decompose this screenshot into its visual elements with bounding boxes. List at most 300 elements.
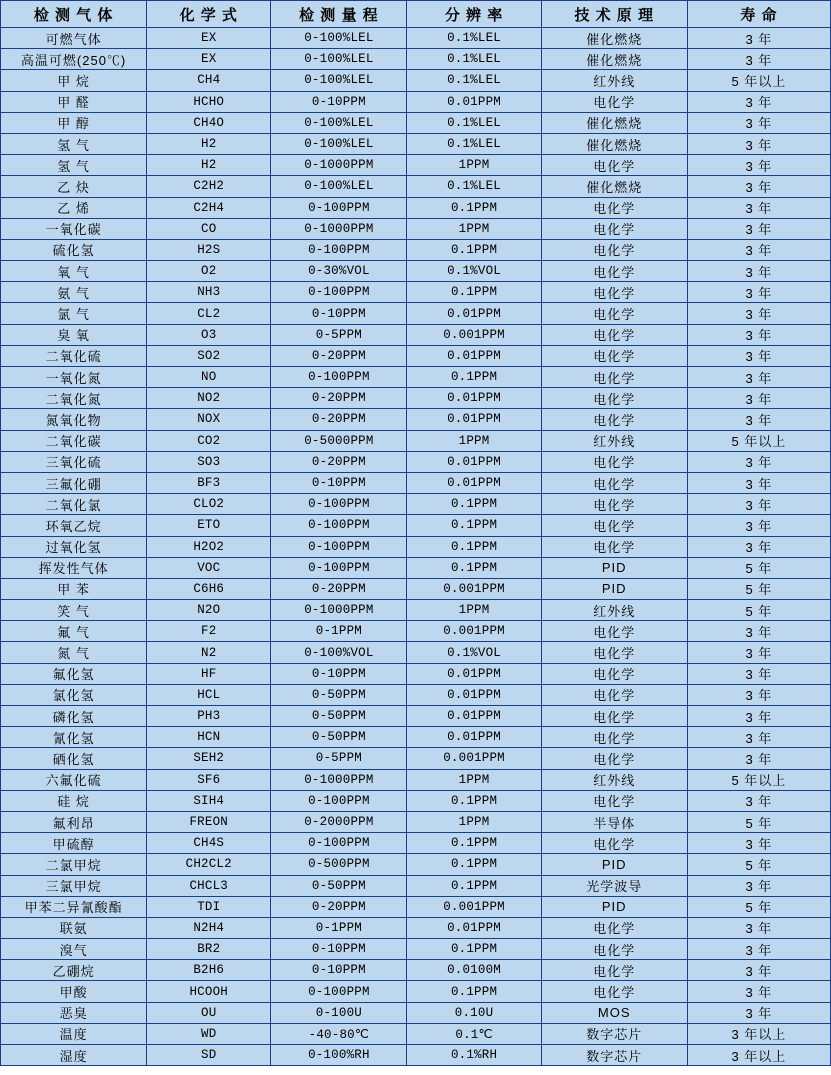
cell-lifetime: 3 年 [687, 451, 830, 472]
cell-range: 0-5PPM [271, 324, 407, 345]
cell-resolution: 1PPM [407, 218, 541, 239]
table-row [1, 1002, 831, 1023]
cell-resolution: 0.01PPM [407, 345, 541, 366]
cell-principle: 电化学 [541, 451, 687, 472]
cell-principle: 电化学 [541, 282, 687, 303]
cell-principle: MOS [541, 1002, 687, 1023]
cell-gas: 甲苯二异氰酸酯 [1, 896, 147, 917]
cell-lifetime: 3 年 [687, 875, 830, 896]
cell-range: 0-100PPM [271, 790, 407, 811]
cell-formula: N2 [147, 642, 271, 663]
cell-lifetime: 3 年 [687, 324, 830, 345]
cell-formula: NH3 [147, 282, 271, 303]
cell-gas: 笑 气 [1, 600, 147, 621]
cell-gas: 一氧化氮 [1, 367, 147, 388]
cell-principle: PID [541, 557, 687, 578]
cell-range: 0-10PPM [271, 303, 407, 324]
cell-gas: 氢 气 [1, 155, 147, 176]
cell-gas: 氮氧化物 [1, 409, 147, 430]
cell-lifetime: 3 年 [687, 727, 830, 748]
table-row [1, 1045, 831, 1066]
cell-gas: 甲 醇 [1, 112, 147, 133]
cell-range: 0-100PPM [271, 197, 407, 218]
cell-gas: 二氧化硫 [1, 345, 147, 366]
cell-range: 0-100%LEL [271, 28, 407, 49]
cell-formula: SIH4 [147, 790, 271, 811]
table-row [1, 197, 831, 218]
cell-lifetime: 3 年 [687, 1002, 830, 1023]
table-row [1, 345, 831, 366]
cell-principle: 电化学 [541, 981, 687, 1002]
table-row [1, 790, 831, 811]
cell-gas: 二氧化碳 [1, 430, 147, 451]
cell-formula: BR2 [147, 939, 271, 960]
cell-lifetime: 5 年以上 [687, 430, 830, 451]
cell-formula: BF3 [147, 472, 271, 493]
cell-gas: 二氧化氮 [1, 388, 147, 409]
cell-gas: 甲 醛 [1, 91, 147, 112]
cell-formula: H2 [147, 155, 271, 176]
cell-range: 0-500PPM [271, 854, 407, 875]
cell-resolution: 1PPM [407, 430, 541, 451]
table-row [1, 917, 831, 938]
cell-lifetime: 3 年 [687, 960, 830, 981]
cell-formula: SO2 [147, 345, 271, 366]
cell-formula: HCHO [147, 91, 271, 112]
cell-principle: 电化学 [541, 790, 687, 811]
cell-resolution: 0.1%LEL [407, 133, 541, 154]
table-row [1, 91, 831, 112]
column-header-principle: 技 术 原 理 [541, 1, 687, 28]
cell-principle: 半导体 [541, 811, 687, 832]
cell-range: 0-100PPM [271, 557, 407, 578]
cell-formula: CO [147, 218, 271, 239]
cell-gas: 三氧化硫 [1, 451, 147, 472]
cell-lifetime: 3 年 [687, 642, 830, 663]
cell-range: 0-20PPM [271, 345, 407, 366]
cell-principle: 电化学 [541, 917, 687, 938]
table-row [1, 727, 831, 748]
cell-gas: 可燃气体 [1, 28, 147, 49]
cell-gas: 高温可燃(250℃) [1, 49, 147, 70]
cell-lifetime: 3 年 [687, 494, 830, 515]
table-header-row [1, 1, 831, 28]
table-row [1, 155, 831, 176]
cell-resolution: 0.1PPM [407, 494, 541, 515]
table-row [1, 684, 831, 705]
cell-lifetime: 3 年 [687, 388, 830, 409]
cell-resolution: 0.1PPM [407, 367, 541, 388]
cell-range: 0-100%RH [271, 1045, 407, 1066]
cell-resolution: 0.1PPM [407, 790, 541, 811]
table-row [1, 515, 831, 536]
cell-range: 0-100PPM [271, 367, 407, 388]
cell-gas: 磷化氢 [1, 706, 147, 727]
table-row [1, 536, 831, 557]
cell-range: 0-100%LEL [271, 176, 407, 197]
cell-principle: 电化学 [541, 960, 687, 981]
cell-lifetime: 3 年 [687, 261, 830, 282]
cell-principle: 电化学 [541, 684, 687, 705]
cell-gas: 甲硫醇 [1, 833, 147, 854]
cell-range: 0-10PPM [271, 91, 407, 112]
cell-range: 0-100PPM [271, 282, 407, 303]
cell-resolution: 1PPM [407, 600, 541, 621]
cell-lifetime: 3 年 [687, 218, 830, 239]
cell-range: -40-80℃ [271, 1023, 407, 1044]
cell-range: 0-100PPM [271, 981, 407, 1002]
table-row [1, 769, 831, 790]
column-header-formula: 化 学 式 [147, 1, 271, 28]
cell-lifetime: 3 年 [687, 239, 830, 260]
cell-principle: 电化学 [541, 515, 687, 536]
cell-formula: OU [147, 1002, 271, 1023]
cell-formula: O2 [147, 261, 271, 282]
cell-gas: 氢 气 [1, 133, 147, 154]
cell-resolution: 0.01PPM [407, 917, 541, 938]
cell-gas: 硫化氢 [1, 239, 147, 260]
cell-resolution: 1PPM [407, 811, 541, 832]
cell-range: 0-100%LEL [271, 49, 407, 70]
table-row [1, 960, 831, 981]
cell-gas: 氯化氢 [1, 684, 147, 705]
cell-resolution: 0.01PPM [407, 472, 541, 493]
cell-resolution: 0.1%LEL [407, 49, 541, 70]
cell-principle: 电化学 [541, 388, 687, 409]
cell-gas: 氟利昂 [1, 811, 147, 832]
cell-lifetime: 5 年 [687, 811, 830, 832]
cell-formula: C2H2 [147, 176, 271, 197]
table-row [1, 70, 831, 91]
cell-range: 0-100PPM [271, 515, 407, 536]
cell-formula: SEH2 [147, 748, 271, 769]
cell-range: 0-1000PPM [271, 218, 407, 239]
cell-lifetime: 3 年 [687, 155, 830, 176]
cell-gas: 温度 [1, 1023, 147, 1044]
cell-formula: N2O [147, 600, 271, 621]
cell-lifetime: 3 年 [687, 621, 830, 642]
cell-lifetime: 3 年以上 [687, 1023, 830, 1044]
cell-formula: CHCL3 [147, 875, 271, 896]
cell-range: 0-1000PPM [271, 769, 407, 790]
table-row [1, 706, 831, 727]
cell-lifetime: 5 年 [687, 854, 830, 875]
cell-principle: 电化学 [541, 239, 687, 260]
cell-resolution: 0.01PPM [407, 663, 541, 684]
cell-principle: 催化燃烧 [541, 28, 687, 49]
cell-lifetime: 3 年 [687, 176, 830, 197]
table-row [1, 896, 831, 917]
table-row [1, 642, 831, 663]
cell-principle: 电化学 [541, 303, 687, 324]
cell-lifetime: 5 年 [687, 896, 830, 917]
cell-lifetime: 3 年 [687, 684, 830, 705]
cell-principle: 电化学 [541, 218, 687, 239]
cell-range: 0-50PPM [271, 727, 407, 748]
table-row [1, 324, 831, 345]
cell-formula: CH2CL2 [147, 854, 271, 875]
cell-principle: 光学波导 [541, 875, 687, 896]
cell-range: 0-20PPM [271, 451, 407, 472]
cell-lifetime: 3 年以上 [687, 1045, 830, 1066]
cell-resolution: 0.1PPM [407, 939, 541, 960]
cell-formula: O3 [147, 324, 271, 345]
table-row [1, 261, 831, 282]
cell-resolution: 0.1PPM [407, 854, 541, 875]
cell-range: 0-100%LEL [271, 133, 407, 154]
cell-lifetime: 3 年 [687, 133, 830, 154]
cell-principle: 电化学 [541, 536, 687, 557]
table-row [1, 388, 831, 409]
column-header-range: 检 测 量 程 [271, 1, 407, 28]
cell-gas: 环氧乙烷 [1, 515, 147, 536]
cell-principle: 电化学 [541, 494, 687, 515]
cell-resolution: 0.1PPM [407, 282, 541, 303]
cell-gas: 挥发性气体 [1, 557, 147, 578]
cell-resolution: 0.01PPM [407, 706, 541, 727]
cell-range: 0-5000PPM [271, 430, 407, 451]
cell-formula: N2H4 [147, 917, 271, 938]
cell-range: 0-1PPM [271, 621, 407, 642]
cell-range: 0-100PPM [271, 833, 407, 854]
cell-range: 0-10PPM [271, 939, 407, 960]
cell-principle: 数字芯片 [541, 1023, 687, 1044]
cell-resolution: 0.001PPM [407, 324, 541, 345]
table-row [1, 981, 831, 1002]
cell-formula: CLO2 [147, 494, 271, 515]
cell-resolution: 0.1%RH [407, 1045, 541, 1066]
table-row [1, 600, 831, 621]
table-row [1, 833, 831, 854]
cell-formula: NO2 [147, 388, 271, 409]
cell-principle: 电化学 [541, 642, 687, 663]
cell-principle: 数字芯片 [541, 1045, 687, 1066]
cell-gas: 联氨 [1, 917, 147, 938]
cell-gas: 三氟化硼 [1, 472, 147, 493]
cell-range: 0-50PPM [271, 875, 407, 896]
cell-principle: 电化学 [541, 748, 687, 769]
cell-range: 0-20PPM [271, 409, 407, 430]
table-row [1, 621, 831, 642]
cell-gas: 恶臭 [1, 1002, 147, 1023]
cell-formula: WD [147, 1023, 271, 1044]
cell-gas: 甲酸 [1, 981, 147, 1002]
cell-principle: 电化学 [541, 345, 687, 366]
cell-gas: 乙 烯 [1, 197, 147, 218]
cell-formula: SD [147, 1045, 271, 1066]
cell-lifetime: 3 年 [687, 28, 830, 49]
cell-formula: F2 [147, 621, 271, 642]
table-row [1, 303, 831, 324]
table-row [1, 748, 831, 769]
cell-lifetime: 3 年 [687, 345, 830, 366]
cell-gas: 二氧化氯 [1, 494, 147, 515]
cell-lifetime: 3 年 [687, 663, 830, 684]
cell-range: 0-10PPM [271, 663, 407, 684]
cell-resolution: 0.1%VOL [407, 642, 541, 663]
cell-range: 0-20PPM [271, 388, 407, 409]
cell-gas: 过氧化氢 [1, 536, 147, 557]
cell-formula: CH4 [147, 70, 271, 91]
cell-principle: 红外线 [541, 769, 687, 790]
column-header-gas: 检 测 气 体 [1, 1, 147, 28]
cell-lifetime: 3 年 [687, 472, 830, 493]
cell-range: 0-100%LEL [271, 112, 407, 133]
cell-resolution: 0.01PPM [407, 451, 541, 472]
cell-range: 0-2000PPM [271, 811, 407, 832]
cell-principle: 红外线 [541, 430, 687, 451]
cell-resolution: 0.001PPM [407, 748, 541, 769]
cell-lifetime: 3 年 [687, 91, 830, 112]
cell-principle: 电化学 [541, 706, 687, 727]
cell-gas: 臭 氧 [1, 324, 147, 345]
cell-resolution: 0.1PPM [407, 536, 541, 557]
cell-formula: PH3 [147, 706, 271, 727]
cell-gas: 二氯甲烷 [1, 854, 147, 875]
cell-range: 0-100%VOL [271, 642, 407, 663]
cell-lifetime: 3 年 [687, 409, 830, 430]
cell-formula: CH4S [147, 833, 271, 854]
cell-lifetime: 5 年 [687, 557, 830, 578]
cell-range: 0-1000PPM [271, 155, 407, 176]
cell-formula: CH4O [147, 112, 271, 133]
cell-lifetime: 3 年 [687, 790, 830, 811]
cell-principle: 红外线 [541, 600, 687, 621]
cell-resolution: 0.1PPM [407, 239, 541, 260]
cell-principle: PID [541, 854, 687, 875]
cell-range: 0-20PPM [271, 578, 407, 599]
table-row [1, 875, 831, 896]
cell-gas: 硅 烷 [1, 790, 147, 811]
cell-lifetime: 3 年 [687, 939, 830, 960]
table-body [1, 28, 831, 1066]
cell-gas: 湿度 [1, 1045, 147, 1066]
cell-resolution: 0.0100M [407, 960, 541, 981]
cell-principle: 电化学 [541, 663, 687, 684]
cell-resolution: 0.1PPM [407, 197, 541, 218]
cell-resolution: 0.1%VOL [407, 261, 541, 282]
cell-formula: H2O2 [147, 536, 271, 557]
table-row [1, 218, 831, 239]
cell-formula: CL2 [147, 303, 271, 324]
cell-range: 0-10PPM [271, 960, 407, 981]
cell-resolution: 0.01PPM [407, 684, 541, 705]
cell-range: 0-50PPM [271, 706, 407, 727]
cell-resolution: 0.1PPM [407, 875, 541, 896]
table-row [1, 239, 831, 260]
cell-gas: 溴气 [1, 939, 147, 960]
cell-resolution: 0.1℃ [407, 1023, 541, 1044]
cell-range: 0-1000PPM [271, 600, 407, 621]
cell-range: 0-100%LEL [271, 70, 407, 91]
table-row [1, 367, 831, 388]
cell-resolution: 0.01PPM [407, 409, 541, 430]
cell-formula: CO2 [147, 430, 271, 451]
table-row [1, 663, 831, 684]
table-row [1, 133, 831, 154]
cell-range: 0-50PPM [271, 684, 407, 705]
table-row [1, 854, 831, 875]
cell-lifetime: 5 年以上 [687, 769, 830, 790]
cell-principle: 电化学 [541, 91, 687, 112]
cell-formula: EX [147, 28, 271, 49]
cell-range: 0-100PPM [271, 239, 407, 260]
cell-gas: 氨 气 [1, 282, 147, 303]
cell-formula: SO3 [147, 451, 271, 472]
cell-principle: 红外线 [541, 70, 687, 91]
cell-lifetime: 5 年以上 [687, 70, 830, 91]
cell-principle: 电化学 [541, 621, 687, 642]
cell-principle: 电化学 [541, 727, 687, 748]
cell-gas: 氧 气 [1, 261, 147, 282]
cell-principle: 催化燃烧 [541, 112, 687, 133]
cell-range: 0-1PPM [271, 917, 407, 938]
cell-range: 0-5PPM [271, 748, 407, 769]
cell-principle: 电化学 [541, 833, 687, 854]
cell-gas: 氰化氢 [1, 727, 147, 748]
cell-principle: 催化燃烧 [541, 49, 687, 70]
table-row [1, 1023, 831, 1044]
cell-range: 0-100U [271, 1002, 407, 1023]
cell-gas: 氟 气 [1, 621, 147, 642]
cell-principle: 催化燃烧 [541, 133, 687, 154]
cell-formula: C2H4 [147, 197, 271, 218]
cell-principle: 电化学 [541, 939, 687, 960]
cell-formula: H2S [147, 239, 271, 260]
cell-resolution: 0.001PPM [407, 578, 541, 599]
cell-resolution: 0.1PPM [407, 833, 541, 854]
cell-formula: VOC [147, 557, 271, 578]
cell-lifetime: 3 年 [687, 706, 830, 727]
cell-lifetime: 3 年 [687, 515, 830, 536]
cell-resolution: 0.1%LEL [407, 176, 541, 197]
cell-resolution: 0.1PPM [407, 515, 541, 536]
column-header-lifetime: 寿 命 [687, 1, 830, 28]
cell-formula: EX [147, 49, 271, 70]
cell-gas: 甲 烷 [1, 70, 147, 91]
cell-resolution: 0.1%LEL [407, 70, 541, 91]
cell-principle: 电化学 [541, 367, 687, 388]
cell-principle: 电化学 [541, 409, 687, 430]
cell-gas: 六氟化硫 [1, 769, 147, 790]
cell-range: 0-100PPM [271, 494, 407, 515]
table-row [1, 430, 831, 451]
table-row [1, 282, 831, 303]
cell-lifetime: 3 年 [687, 282, 830, 303]
column-header-resolution: 分 辨 率 [407, 1, 541, 28]
cell-resolution: 0.001PPM [407, 896, 541, 917]
cell-lifetime: 5 年 [687, 578, 830, 599]
table-header [1, 1, 831, 28]
cell-formula: HF [147, 663, 271, 684]
cell-range: 0-30%VOL [271, 261, 407, 282]
table-row [1, 409, 831, 430]
cell-formula: HCOOH [147, 981, 271, 1002]
cell-principle: 电化学 [541, 472, 687, 493]
table-row [1, 49, 831, 70]
cell-range: 0-100PPM [271, 536, 407, 557]
cell-gas: 氮 气 [1, 642, 147, 663]
cell-resolution: 0.01PPM [407, 91, 541, 112]
cell-lifetime: 3 年 [687, 112, 830, 133]
cell-gas: 乙 炔 [1, 176, 147, 197]
cell-formula: B2H6 [147, 960, 271, 981]
table-row [1, 451, 831, 472]
cell-resolution: 0.1%LEL [407, 112, 541, 133]
cell-resolution: 0.1PPM [407, 557, 541, 578]
cell-formula: SF6 [147, 769, 271, 790]
cell-lifetime: 3 年 [687, 981, 830, 1002]
